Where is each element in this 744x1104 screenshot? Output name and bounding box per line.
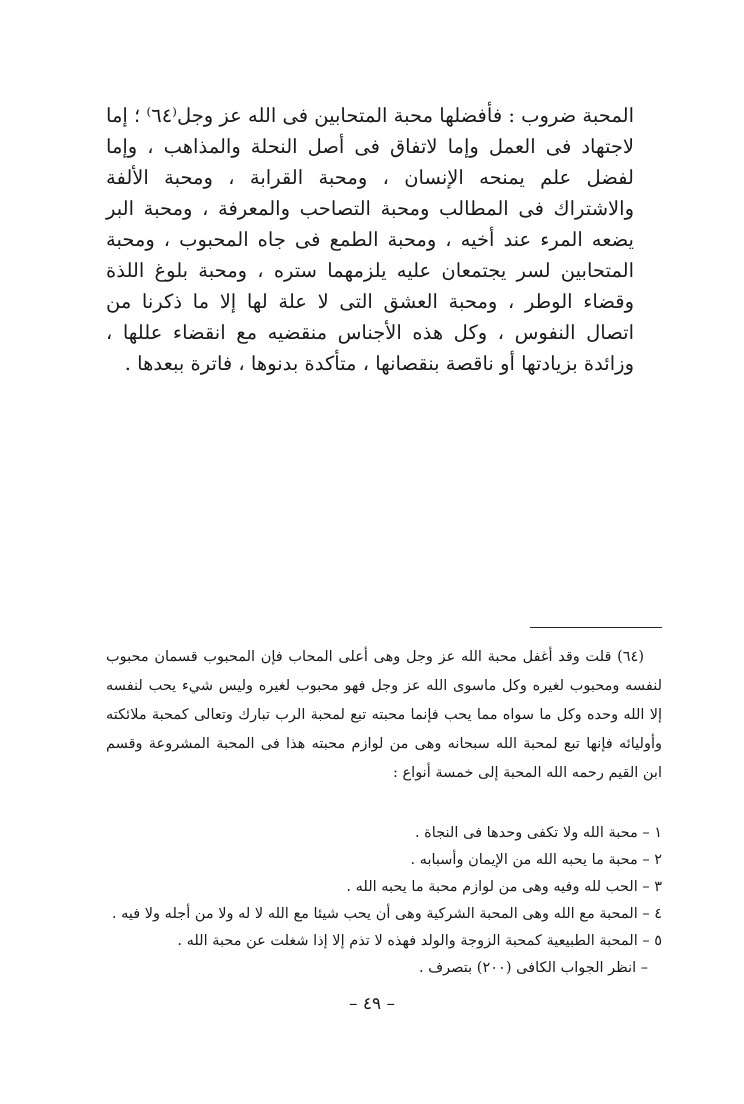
footnote-section bbox=[106, 643, 662, 788]
footnote-list-item: ٢ – محبة ما يحبه الله من الإيمان وأسبابه . bbox=[410, 852, 662, 868]
footnote-list-item: ١ – محبة الله ولا تكفى وحدها فى النجاة . bbox=[414, 825, 662, 841]
page-number: – ٤٩ – bbox=[348, 994, 396, 1014]
footnote-list bbox=[106, 820, 662, 982]
footnote-paragraph: (٦٤) قلت وقد أغفل محبة الله عز وجل وهى أعلى المحاب فإن المحبوب قسمان محبوب لنفسه ومحبوب لغيره وكل ماسوى الله عز وجل فهو محبوب لغيره وليس شيء يحب لنفسه إلا الله وحده وكل ما سواه مما يحب فإنما محبته تبع لمحبة الرب تبارك وتعالى كمحبة ملائكته وأوليائه فإنها تبع لمحبة الله سبحانه وهى من لوازم محبته هذا فى المحبة المشروعة وقسم ابن القيم رحمه الله المحبة إلى خمسة أنواع : bbox=[106, 649, 662, 781]
footnote-divider bbox=[530, 627, 662, 628]
footnote-list-item: ٣ – الحب لله وفيه وهى من لوازم محبة ما يحبه الله . bbox=[346, 879, 662, 895]
body-paragraph: المحبة ضروب : فأفضلها محبة المتحابين فى الله عز وجل⁽٦٤⁾ ؛ إما لاجتهاد فى العمل وإما لاتفاق فى أصل النحلة والمذاهب ، وإما لفضل علم يمنحه الإنسان ، ومحبة القرابة ، ومحبة الألفة والاشتراك فى المطالب ومحبة التصاحب والمعرفة ، ومحبة البر يضعه المرء عند أخيه ، ومحبة الطمع فى جاه المحبوب ، ومحبة المتحابين لسر يجتمعان عليه يلزمهما ستره ، ومحبة بلوغ اللذة وقضاء الوطر ، ومحبة العشق التى لا علة لها إلا ما ذكرنا من اتصال النفوس ، وكل هذه الأجناس منقضيه مع انقضاء عللها ، وزائدة بزيادتها أو ناقصة بنقصانها ، متأكدة بدنوها ، فاترة ببعدها . bbox=[106, 104, 634, 375]
footnote-list-item: ٤ – المحبة مع الله وهى المحبة الشركية وهى أن يحب شيئا مع الله لا له ولا من أجله ولا فيه . bbox=[111, 906, 662, 922]
main-text bbox=[106, 100, 634, 379]
footnote-source: – انظر الجواب الكافى (٢٠٠) بتصرف . bbox=[418, 960, 648, 976]
footnote-list-item: ٥ – المحبة الطبيعية كمحبة الزوجة والولد فهذه لا تذم إلا إذا شغلت عن محبة الله . bbox=[177, 933, 662, 949]
